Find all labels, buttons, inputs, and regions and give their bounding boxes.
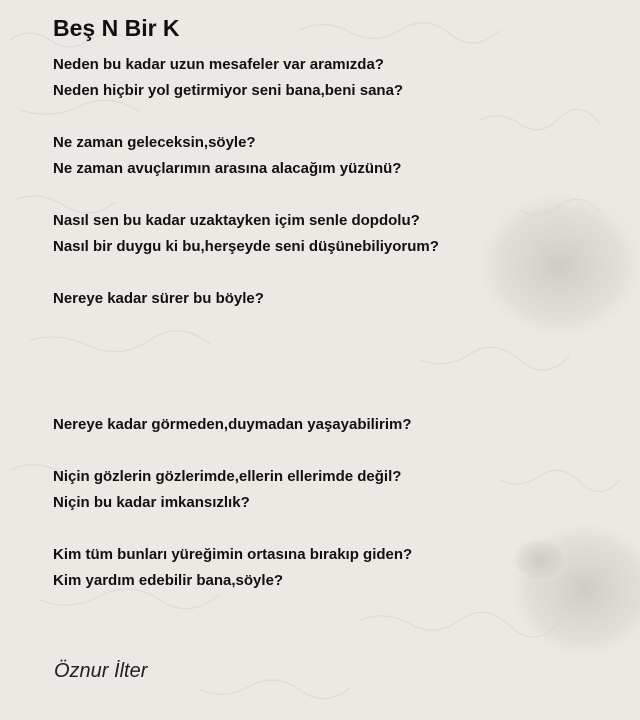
poem-line: Neden bu kadar uzun mesafeler var aramızda? [53, 56, 384, 73]
poem-line: Niçin gözlerin gözlerimde,ellerin ellerimde değil? [53, 468, 402, 485]
poem-line: Ne zaman avuçlarımın arasına alacağım yüzünü? [53, 160, 402, 177]
poem-line: Nasıl bir duygu ki bu,herşeyde seni düşünebiliyorum? [53, 238, 439, 255]
poem-line: Nasıl sen bu kadar uzaktayken içim senle dopdolu? [53, 212, 420, 229]
poem-line: Kim yardım edebilir bana,söyle? [53, 572, 284, 589]
poem-line: Niçin bu kadar imkansızlık? [53, 494, 250, 511]
poem-line: Nereye kadar görmeden,duymadan yaşayabilirim? [53, 416, 412, 433]
poem-author: Öznur İlter [54, 660, 148, 682]
poem-line: Ne zaman geleceksin,söyle? [53, 134, 256, 151]
poem-line: Neden hiçbir yol getirmiyor seni bana,beni sana? [53, 82, 404, 99]
poem-line: Nereye kadar sürer bu böyle? [53, 290, 264, 307]
poem-title: Beş N Bir K [53, 15, 180, 41]
poem-line: Kim tüm bunları yüreğimin ortasına bırakıp giden? [53, 546, 413, 563]
